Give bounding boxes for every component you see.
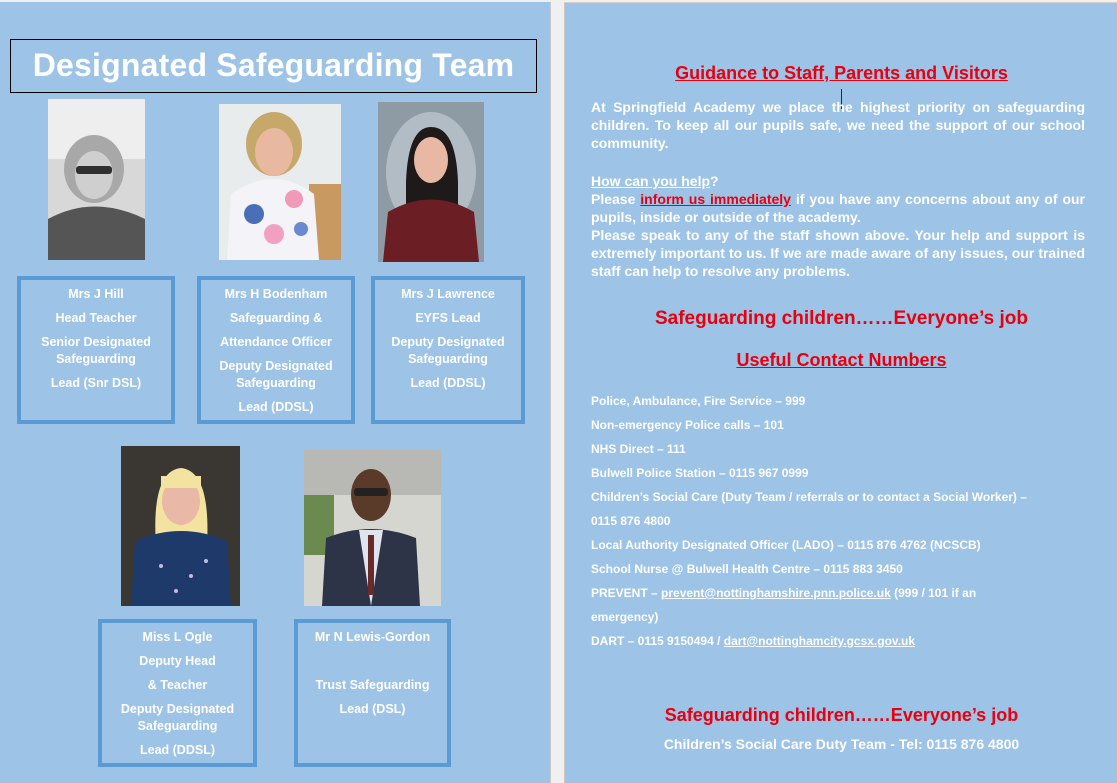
contact-item-prevent: PREVENT – prevent@nottinghamshire.pnn.police.uk (999 / 101 if an xyxy=(591,586,977,600)
staff-role: Deputy Designated xyxy=(120,702,235,716)
staff-name: Mrs H Bodenham xyxy=(224,287,328,301)
staff-role: Lead (DSL) xyxy=(339,702,406,716)
staff-card-mrs-h-bodenham xyxy=(197,276,355,424)
staff-role: & Teacher xyxy=(147,678,208,692)
staff-role: Safeguarding xyxy=(236,376,316,390)
intro-paragraph: At Springfield Academy we place the highest priority on safeguarding children. To keep all our pupils safe, we need the support of our school community. xyxy=(591,99,1085,151)
contact-item: emergency) xyxy=(591,610,659,624)
staff-name: Mrs J Lawrence xyxy=(401,287,495,301)
staff-role: Lead (DDSL) xyxy=(410,376,486,390)
inform-us-emphasis: inform us immediately xyxy=(640,191,791,207)
page-title: Designated Safeguarding Team xyxy=(10,39,537,93)
contact-item-dart: DART – 0115 9150494 / dart@nottinghamcity.gcsx.gov.uk xyxy=(591,634,916,648)
staff-role: Deputy Head xyxy=(139,654,216,668)
help-section: How can you help? Please inform us immediately if you have any concerns about any of our pupils, inside or outside of the academy. Please speak to any of the staff shown above. Your help and support is extremely important to us. If we are made aware of any issues, our trained staff can help to resolve any problems. xyxy=(591,173,1085,279)
staff-name: Miss L Ogle xyxy=(142,630,213,644)
prevent-email-link[interactable]: prevent@nottinghamshire.pnn.police.uk xyxy=(661,586,891,600)
staff-role: Safeguarding & xyxy=(229,311,323,325)
contact-item: NHS Direct – 111 xyxy=(591,442,686,456)
slogan: Safeguarding children……Everyone’s job xyxy=(654,308,1029,329)
staff-role: Deputy Designated xyxy=(391,335,505,349)
portrait-mr-n-lewis-gordon xyxy=(304,450,441,606)
staff-role: Attendance Officer xyxy=(220,335,332,349)
right-page xyxy=(564,2,1117,783)
contact-item: Local Authority Designated Officer (LADO) – 0115 876 4762 (NCSCB) xyxy=(591,538,981,552)
footer-duty-team: Children’s Social Care Duty Team - Tel: 0115 876 4800 xyxy=(663,736,1020,752)
portrait-miss-l-ogle xyxy=(121,446,240,606)
staff-role: Lead (DDSL) xyxy=(140,743,215,757)
staff-role: Trust Safeguarding xyxy=(315,678,430,692)
staff-role: Lead (Snr DSL) xyxy=(50,376,142,390)
contact-item: Non-emergency Police calls – 101 xyxy=(591,418,784,432)
staff-role: Safeguarding xyxy=(56,352,136,366)
contact-item: School Nurse @ Bulwell Health Centre – 0115 883 3450 xyxy=(591,562,903,576)
staff-card-mrs-j-lawrence xyxy=(371,276,525,424)
portrait-mrs-j-lawrence xyxy=(378,102,484,262)
staff-role: Head Teacher xyxy=(55,311,137,325)
contact-item: Police, Ambulance, Fire Service – 999 xyxy=(591,394,806,408)
contacts-heading: Useful Contact Numbers xyxy=(736,350,947,370)
staff-role: Deputy Designated xyxy=(219,359,333,373)
staff-role: Safeguarding xyxy=(137,719,218,733)
staff-role: Safeguarding xyxy=(408,352,488,366)
staff-card-mr-n-lewis-gordon xyxy=(294,619,451,767)
contact-list xyxy=(591,389,1085,653)
contact-item: 0115 876 4800 xyxy=(591,514,671,528)
contact-item: Children’s Social Care (Duty Team / referrals or to contact a Social Worker) – xyxy=(591,490,1027,504)
staff-role: Lead (DDSL) xyxy=(238,400,314,414)
staff-card-mrs-j-hill xyxy=(17,276,175,424)
portrait-mrs-j-hill xyxy=(48,99,145,260)
staff-name: Mr N Lewis-Gordon xyxy=(314,630,431,644)
dart-email-link[interactable]: dart@nottinghamcity.gcsx.gov.uk xyxy=(723,634,916,648)
guidance-heading: Guidance to Staff, Parents and Visitors xyxy=(675,63,1008,83)
contact-item: Bulwell Police Station – 0115 967 0999 xyxy=(591,466,809,480)
staff-card-miss-l-ogle xyxy=(98,619,257,767)
help-heading: How can you help xyxy=(591,173,711,189)
footer-slogan: Safeguarding children……Everyone’s job xyxy=(664,705,1019,725)
staff-name: Mrs J Hill xyxy=(68,287,124,301)
portrait-mrs-h-bodenham xyxy=(219,104,341,260)
staff-role: EYFS Lead xyxy=(415,311,481,325)
left-page xyxy=(0,2,551,783)
staff-role: Senior Designated xyxy=(41,335,151,349)
help-speak-text: Please speak to any of the staff shown above. Your help and support is extremely important to us. If we are made aware of any issues, our trained staff can help to resolve any problems. xyxy=(591,227,1085,279)
